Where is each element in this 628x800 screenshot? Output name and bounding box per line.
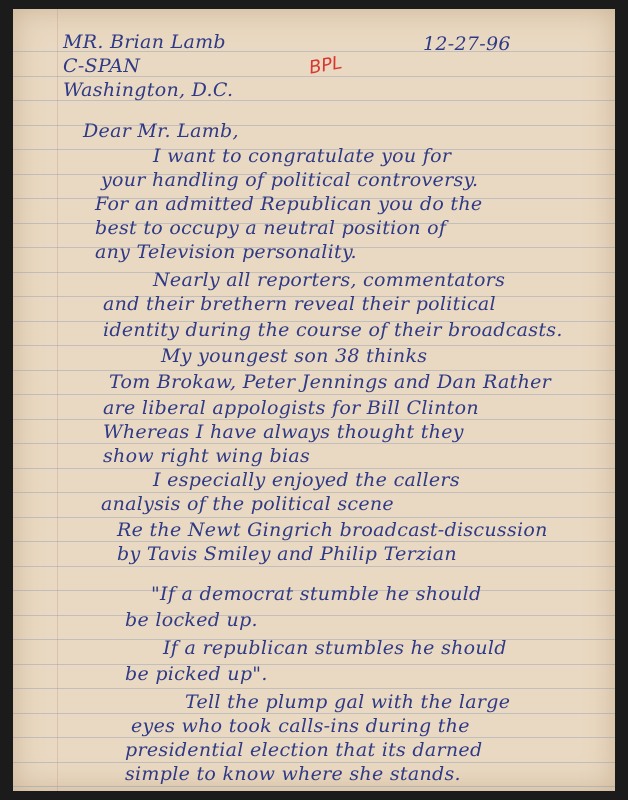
body-line: Re the Newt Gingrich broadcast-discussion	[117, 519, 548, 541]
ruled-line	[13, 664, 615, 665]
body-line: are liberal appologists for Bill Clinton	[103, 397, 479, 419]
body-line: Tell the plump gal with the large	[185, 691, 511, 713]
letter-page	[13, 9, 615, 791]
ruled-line	[13, 688, 615, 689]
ruled-line	[13, 541, 615, 542]
body-line: I want to congratulate you for	[153, 145, 452, 167]
ruled-line	[13, 566, 615, 567]
body-line: best to occupy a neutral position of	[95, 217, 447, 239]
recipient-city: Washington, D.C.	[63, 79, 234, 101]
ruled-line	[13, 786, 615, 787]
body-line: and their brethern reveal their political	[103, 293, 496, 315]
body-line: I especially enjoyed the callers	[153, 469, 460, 491]
ruled-line	[13, 443, 615, 444]
body-line: any Television personality.	[95, 241, 357, 263]
margin-line	[57, 9, 58, 791]
ruled-line	[13, 713, 615, 714]
body-line: be locked up.	[125, 609, 258, 631]
body-line: simple to know where she stands.	[125, 763, 461, 785]
ruled-line	[13, 737, 615, 738]
body-line: be picked up".	[125, 663, 268, 685]
body-line: analysis of the political scene	[101, 493, 394, 515]
salutation: Dear Mr. Lamb,	[83, 120, 239, 142]
body-line: eyes who took calls-ins during the	[131, 715, 470, 737]
body-line: Whereas I have always thought they	[103, 421, 464, 443]
body-line: show right wing bias	[103, 445, 311, 467]
recipient-org: C-SPAN	[63, 55, 141, 77]
recipient-name: MR. Brian Lamb	[63, 31, 226, 53]
ruled-line	[13, 419, 615, 420]
ruled-line	[13, 394, 615, 395]
body-line: Nearly all reporters, commentators	[153, 269, 506, 291]
body-line: If a republican stumbles he should	[163, 637, 507, 659]
body-line: identity during the course of their broadcasts.	[103, 319, 563, 341]
bpl-stamp: BPL	[307, 52, 344, 79]
body-line: presidential election that its darned	[125, 739, 483, 761]
body-line: For an admitted Republican you do the	[95, 193, 483, 215]
ruled-line	[13, 517, 615, 518]
ruled-line	[13, 615, 615, 616]
body-line: "If a democrat stumble he should	[151, 583, 482, 605]
body-line: Tom Brokaw, Peter Jennings and Dan Rather	[109, 371, 552, 393]
body-line: My youngest son 38 thinks	[161, 345, 428, 367]
body-line: your handling of political controversy.	[101, 169, 479, 191]
letter-date: 12-27-96	[423, 33, 511, 55]
body-line: by Tavis Smiley and Philip Terzian	[117, 543, 457, 565]
